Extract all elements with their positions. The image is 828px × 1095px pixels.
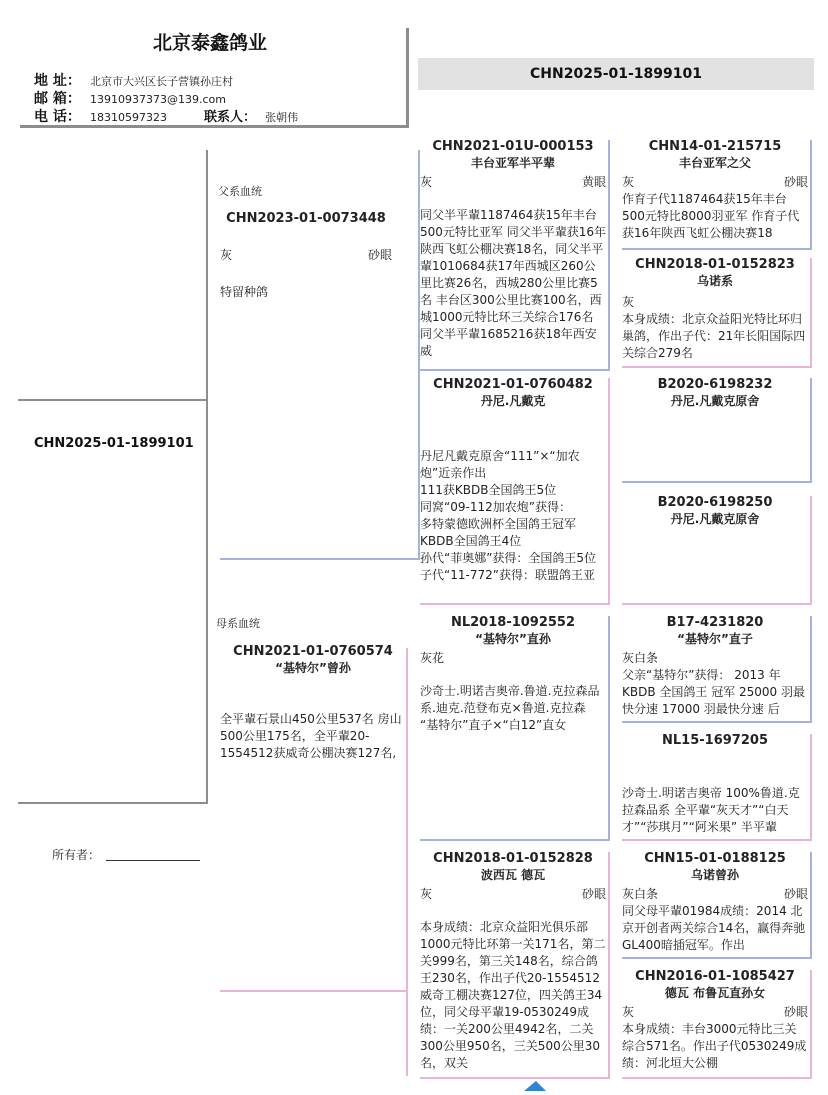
sss-ring: CHN14-01-215715 xyxy=(648,139,782,154)
ddd-border-right xyxy=(810,970,812,1078)
dss-ring: B17-4231820 xyxy=(666,615,764,630)
owner-label: 所有者： xyxy=(52,848,101,862)
sdd-ring: B2020-6198250 xyxy=(657,495,773,510)
email-value: 13910937373@139.com xyxy=(89,93,226,106)
dsd-border-bottom xyxy=(622,839,812,841)
address-label: 地 址： xyxy=(34,73,81,89)
phone-value: 18310597323 xyxy=(89,111,167,124)
ss-ring: CHN2021-01U-000153 xyxy=(432,139,594,154)
ds-name: “基特尔”直孙 xyxy=(475,632,551,646)
ss-color: 灰 xyxy=(420,175,433,189)
header-border-bottom xyxy=(20,125,409,128)
ddd-ring: CHN2016-01-1085427 xyxy=(635,969,795,984)
dd-border-bottom xyxy=(420,1077,610,1079)
dss-border-bottom xyxy=(622,721,812,723)
sire-card xyxy=(220,210,392,390)
sss-name: 丰台亚军之父 xyxy=(678,156,751,170)
sdd-border-right xyxy=(810,496,812,604)
dam-bracket-bottom xyxy=(220,990,407,992)
sds-ring: B2020-6198232 xyxy=(657,377,773,392)
sd-border-bottom xyxy=(420,603,610,605)
address-value: 北京市大兴区长子营镇孙庄村 xyxy=(89,75,233,88)
sds-card xyxy=(622,376,808,476)
ss-border-bottom xyxy=(420,369,610,371)
dd-ring: CHN2018-01-0152828 xyxy=(433,851,593,866)
dd-card xyxy=(420,850,606,1076)
ss-eye: 黄眼 xyxy=(581,175,606,189)
ds-notes: 沙奇士.明诺吉奥帝.鲁道.克拉森品系.迪克.范登布克×鲁道.克拉森 “基特尔”直子×“白12”直女 xyxy=(420,684,600,732)
sdd-border-bottom xyxy=(622,603,812,605)
ddd-border-bottom xyxy=(622,1077,812,1079)
dsd-border-right xyxy=(810,734,812,840)
ddd-card xyxy=(622,968,808,1076)
sire-ring: CHN2023-01-0073448 xyxy=(226,211,386,226)
dd-border-right xyxy=(608,852,610,1078)
dss-card xyxy=(622,614,808,720)
dd-color: 灰 xyxy=(420,887,433,901)
ds-border-bottom xyxy=(420,839,610,841)
contact-label: 联系人： xyxy=(204,110,257,125)
ssd-color: 灰 xyxy=(622,295,635,309)
ssd-border-bottom xyxy=(622,366,812,368)
subject-ring: CHN2025-01-1899101 xyxy=(34,436,194,451)
ssd-border-right xyxy=(810,258,812,368)
ssd-card xyxy=(622,256,808,364)
dam-ring: CHN2021-01-0760574 xyxy=(233,644,393,659)
ss-border-right xyxy=(608,140,610,370)
ss-name: 丰台亚军半平辈 xyxy=(470,156,555,170)
company-name: 北京泰鑫鸽业 xyxy=(152,32,267,54)
ring-banner: CHN2025-01-1899101 xyxy=(418,58,814,90)
address-row xyxy=(34,70,404,88)
ds-border-right xyxy=(608,616,610,840)
dds-notes: 同父母平輩01984成绩：2014 北京开创者两关综合14名，赢得奔驰GL400暗插冠军。作出 xyxy=(622,904,806,952)
dss-notes: 父亲“基特尔”获得： 2013 年 KBDB 全国鸽王 冠军 25000 羽最快分速 17000 羽最快分速 后 xyxy=(622,668,806,716)
header-border-right xyxy=(406,28,409,128)
dds-card xyxy=(622,850,808,956)
dd-name: 波西瓦 德瓦 xyxy=(480,868,546,882)
ddd-notes: 本身成绩：丰台3000元特比三关综合571名。作出子代0530249成绩：河北垣大公棚 xyxy=(622,1022,807,1070)
sds-border-bottom xyxy=(622,481,812,483)
ds-card xyxy=(420,614,606,836)
sdd-name: 丹尼.凡戴克原舍 xyxy=(670,512,760,526)
sd-notes: 丹尼凡戴克原舍“111”×“加农炮”近亲作出 111获KBDB全国鸽王5位 同窝“09-112加农炮”获得： 多特蒙德欧洲杯全国鸽王冠军 KBDB全国鸽王4位 孙代“菲奥娜”获得：全国鸽王5位 子代“11-772”获得：联盟鸽王亚 xyxy=(420,449,597,582)
dss-border-right xyxy=(810,616,812,722)
sd-card xyxy=(420,376,606,602)
email-label: 邮 箱： xyxy=(34,91,81,107)
ds-color: 灰花 xyxy=(420,651,445,665)
dds-border-right xyxy=(810,852,812,958)
sd-border-right xyxy=(608,378,610,604)
dsd-card xyxy=(622,732,808,836)
sss-border-right xyxy=(810,140,812,250)
sire-color: 灰 xyxy=(220,248,233,262)
sd-name: 丹尼.凡戴克 xyxy=(480,394,546,408)
email-row xyxy=(34,88,404,106)
dss-color: 灰白条 xyxy=(622,651,659,665)
ss-card xyxy=(420,138,606,366)
header-card xyxy=(20,28,408,126)
logo-mark-icon xyxy=(520,1076,550,1088)
sire-section-label: 父系血统 xyxy=(218,185,262,198)
dds-border-bottom xyxy=(622,957,812,959)
dd-eye: 砂眼 xyxy=(581,887,606,901)
sire-notes: 特留种鸽 xyxy=(220,285,269,299)
sdd-card xyxy=(622,494,808,594)
sd-ring: CHN2021-01-0760482 xyxy=(433,377,593,392)
sss-border-bottom xyxy=(622,248,812,250)
dam-section-label: 母系血统 xyxy=(216,617,260,630)
subject-bracket-bottom xyxy=(18,802,207,804)
ssd-ring: CHN2018-01-0152823 xyxy=(635,257,795,272)
sds-border-right xyxy=(810,378,812,482)
dsd-notes: 沙奇士.明诺吉奥帝 100%鲁道.克拉森品系 全平輩“灰天才”“白天 才”“莎琪月”“阿米果” 半平輩 xyxy=(622,786,800,834)
dam-notes: 全平輩石景山450公里537名 房山500公里175名，全平輩20-1554512获威奇公棚决赛127名, xyxy=(220,712,402,760)
owner-underline xyxy=(106,860,200,861)
dds-color: 灰白条 xyxy=(622,887,659,901)
ddd-name: 德瓦 布鲁瓦直孙女 xyxy=(664,986,766,1000)
ddd-color: 灰 xyxy=(622,1005,635,1019)
dsd-ring: NL15-1697205 xyxy=(662,733,768,748)
dds-name: 乌诺曾孙 xyxy=(690,868,739,882)
dam-card xyxy=(220,643,406,793)
dam-name: “基特尔”曾孙 xyxy=(275,661,351,675)
ssd-notes: 本身成绩：北京众益阳光特比环归巢鸽，作出子代：21年长阳国际四关综合279名 xyxy=(622,312,806,360)
subject-bracket-vertical xyxy=(206,150,208,804)
ss-notes: 同父半平輩1187464获15年丰台500元特比亚军 同父半平輩获16年陕西飞虹公棚决赛18名，同父半平輩1010684获17年西城区260公里比赛26名，西城280公里比赛5名 丰台区300公里比赛100名，西城1000元特比环三关综合176名 同父半平輩1685216获18年西安威 xyxy=(420,208,606,358)
sire-eye: 砂眼 xyxy=(367,248,392,262)
sss-notes: 作育子代1187464获15年丰台500元特比8000羽亚军 作育子代获16年陕西飞虹公棚决赛18 xyxy=(622,192,800,240)
sss-card xyxy=(622,138,808,246)
phone-row xyxy=(34,106,404,124)
sss-eye: 砂眼 xyxy=(783,175,808,189)
dd-notes: 本身成绩：北京众益阳光俱乐部1000元特比环第一关171名，第二关999名，第三关148名，综合鸽王230名，作出子代20-1554512威奇工棚决赛127位，四关鸽王34位，同父母平輩19-0530249成绩：一关200公里4942名，二关300公里950名，三关500公里30名，双关 xyxy=(420,920,606,1070)
ssd-name: 乌诺系 xyxy=(696,274,733,288)
sss-color: 灰 xyxy=(622,175,635,189)
ds-ring: NL2018-1092552 xyxy=(450,615,576,630)
dds-eye: 砂眼 xyxy=(783,887,808,901)
dss-name: “基特尔”直子 xyxy=(677,632,753,646)
subject-bracket-top xyxy=(18,399,207,401)
contact-value: 张朝伟 xyxy=(265,111,299,124)
sire-bracket-bottom xyxy=(220,558,420,560)
ddd-eye: 砂眼 xyxy=(783,1005,808,1019)
sds-name: 丹尼.凡戴克原舍 xyxy=(670,394,760,408)
dds-ring: CHN15-01-0188125 xyxy=(644,851,786,866)
phone-label: 电 话： xyxy=(34,109,81,125)
dam-bracket-vertical xyxy=(406,648,408,1076)
